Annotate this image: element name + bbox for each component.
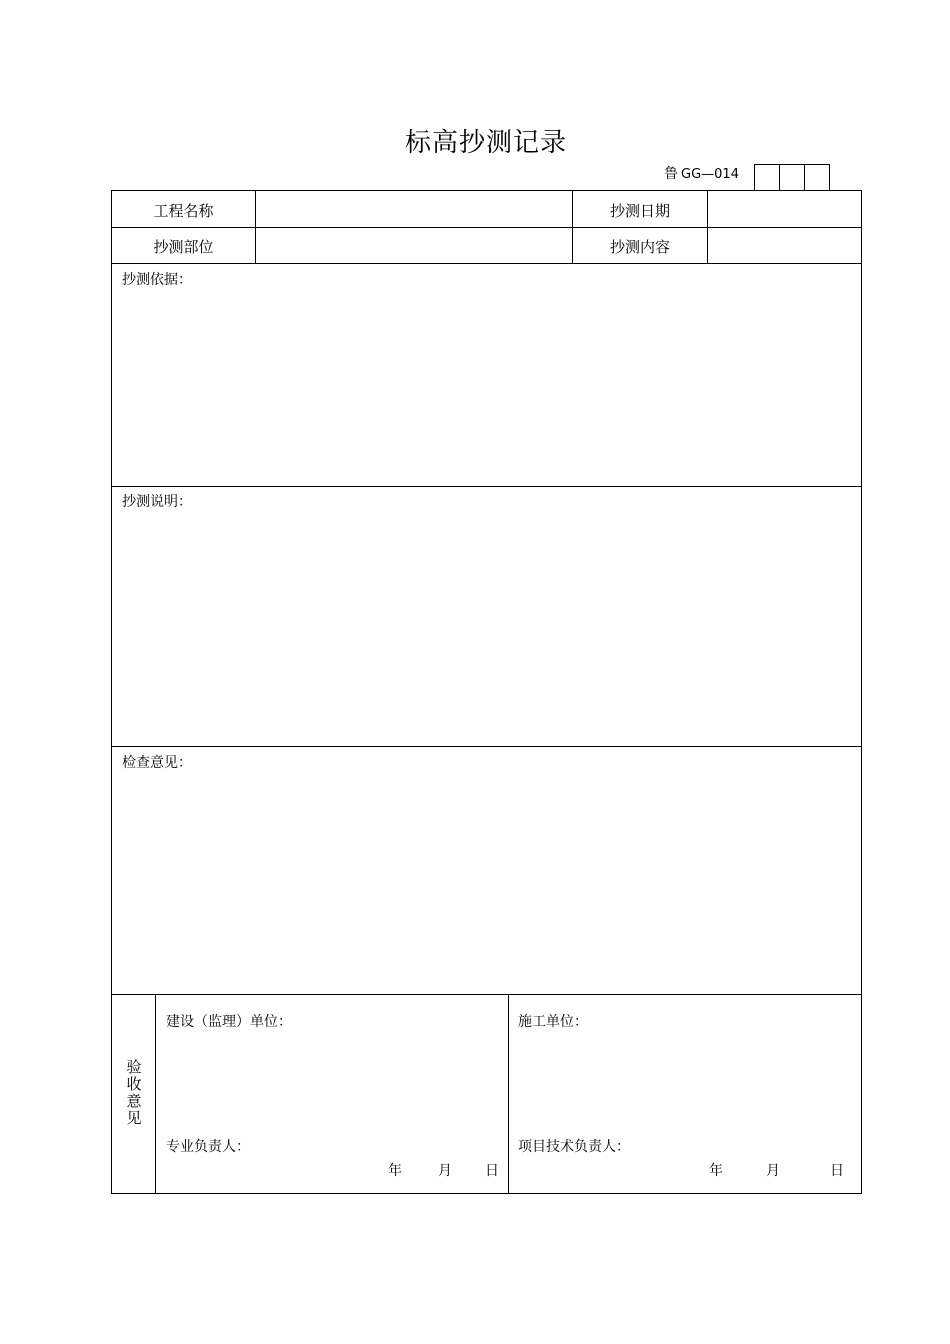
- form-code-prefix: 鲁: [664, 166, 678, 182]
- left-year-label: 年: [388, 1163, 402, 1179]
- right-month-label: 月: [766, 1163, 780, 1179]
- serial-box[interactable]: [804, 164, 830, 191]
- form-code-number: GG—014: [681, 167, 739, 182]
- basis-area[interactable]: [112, 264, 861, 486]
- survey-date-label: 抄测日期: [609, 202, 670, 220]
- right-year-label: 年: [709, 1163, 723, 1179]
- right-day-label: 日: [830, 1163, 844, 1179]
- survey-content-label: 抄测内容: [609, 238, 670, 256]
- technical-lead-label: 项目技术负责人：: [518, 1139, 630, 1155]
- survey-content-field[interactable]: [708, 228, 861, 263]
- inspection-area[interactable]: [112, 747, 861, 994]
- serial-box[interactable]: [754, 164, 780, 191]
- survey-date-field[interactable]: [708, 191, 861, 227]
- specialist-label: 专业负责人：: [166, 1139, 250, 1155]
- survey-location-field[interactable]: [256, 228, 572, 263]
- project-name-field[interactable]: [256, 191, 572, 227]
- serial-box[interactable]: [779, 164, 805, 191]
- inspection-label: 检查意见：: [122, 755, 192, 771]
- document-title: 标高抄测记录: [404, 128, 567, 158]
- form-table: [111, 190, 862, 1194]
- description-area[interactable]: [112, 487, 861, 746]
- description-label: 抄测说明：: [122, 494, 192, 510]
- project-name-label: 工程名称: [153, 202, 214, 220]
- contractor-unit-label: 施工单位：: [518, 1014, 588, 1030]
- survey-location-label: 抄测部位: [153, 238, 214, 256]
- serial-number-boxes: [754, 164, 830, 190]
- left-day-label: 日: [485, 1163, 499, 1179]
- acceptance-side-label: 验 收 意 见: [126, 1058, 142, 1127]
- supervision-unit-label: 建设（监理）单位：: [166, 1014, 292, 1030]
- form-code: [664, 163, 739, 183]
- basis-label: 抄测依据：: [122, 272, 192, 288]
- left-month-label: 月: [438, 1163, 452, 1179]
